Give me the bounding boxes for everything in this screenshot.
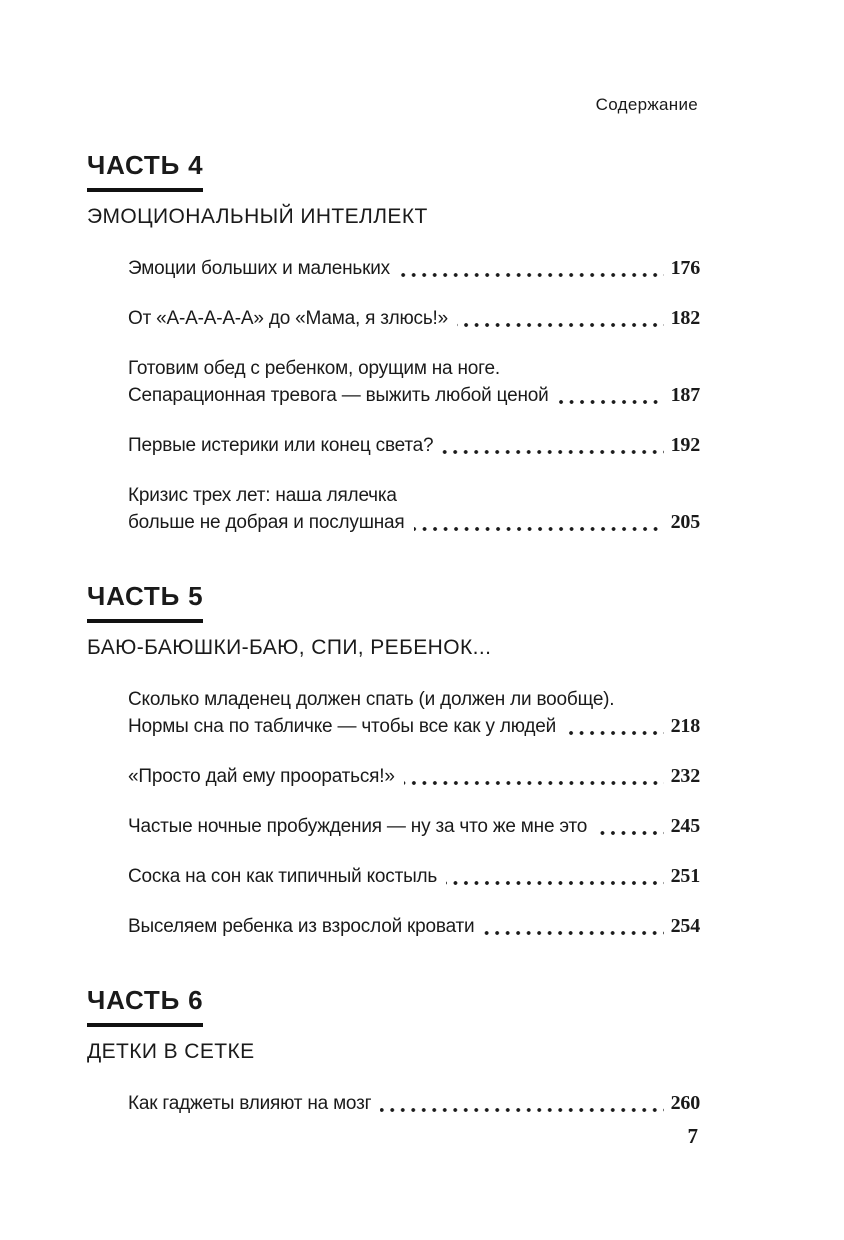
- entry-lastline: [128, 1090, 700, 1117]
- entry-text: Эмоции больших и маленьких: [128, 258, 390, 279]
- dot-leader: [399, 273, 664, 277]
- entry-page-number: 192: [670, 434, 700, 456]
- entry-text: Выселяем ребенка из взрослой кровати: [128, 916, 475, 937]
- page-number: 7: [687, 1124, 698, 1148]
- part-heading: ЧАСТЬ 5: [87, 581, 203, 623]
- entry-text-line: Кризис трех лет: наша лялечка: [128, 485, 397, 506]
- entry-text-line: Сколько младенец должен спать (и должен ли вообще).: [128, 689, 615, 710]
- toc-entry: [128, 1090, 700, 1117]
- toc-entry: [128, 763, 700, 790]
- entry-list: [128, 686, 700, 940]
- entry-page-number: 254: [670, 915, 700, 937]
- entry-page-number: 245: [670, 815, 700, 837]
- entry-lastline: [128, 382, 700, 409]
- entry-page-number: 205: [670, 511, 700, 533]
- toc-section: [87, 985, 700, 1117]
- toc-entry: [128, 686, 700, 740]
- entry-text: Сепарационная тревога — выжить любой ценой: [128, 385, 549, 406]
- part-title: ЭМОЦИОНАЛЬНЫЙ ИНТЕЛЛЕКТ: [87, 205, 428, 228]
- dot-leader: [404, 781, 664, 785]
- entry-page-number: 187: [670, 384, 700, 406]
- dot-leader: [380, 1108, 663, 1112]
- entry-page-number: 251: [670, 865, 700, 887]
- toc-entry: [128, 305, 700, 332]
- dot-leader: [442, 450, 663, 454]
- entry-text: Нормы сна по табличке — чтобы все как у людей: [128, 716, 557, 737]
- entry-text: больше не добрая и послушная: [128, 512, 405, 533]
- entry-lastline: [128, 813, 700, 840]
- toc-content: [87, 150, 700, 1117]
- entry-text: Первые истерики или конец света?: [128, 435, 434, 456]
- dot-leader: [446, 881, 663, 885]
- toc-entry: [128, 482, 700, 536]
- running-header: Содержание: [595, 95, 698, 114]
- entry-page-number: 182: [670, 307, 700, 329]
- entry-lastline: [128, 432, 700, 459]
- entry-page-number: 232: [670, 765, 700, 787]
- toc-entry: [128, 813, 700, 840]
- entry-page-number: 218: [670, 715, 700, 737]
- toc-entry: [128, 255, 700, 282]
- entry-lastline: [128, 509, 700, 536]
- entry-lastline: [128, 863, 700, 890]
- part-title: БАЮ-БАЮШКИ-БАЮ, СПИ, РЕБЕНОК...: [87, 636, 492, 659]
- toc-entry: [128, 863, 700, 890]
- entry-list: [128, 255, 700, 536]
- entry-prelines: [128, 686, 700, 713]
- entry-text: «Просто дай ему проораться!»: [128, 766, 395, 787]
- entry-page-number: 176: [670, 257, 700, 279]
- dot-leader: [483, 931, 663, 935]
- entry-text: От «А-А-А-А-А» до «Мама, я злюсь!»: [128, 308, 448, 329]
- toc-entry: [128, 355, 700, 409]
- entry-prelines: [128, 482, 700, 509]
- entry-prelines: [128, 355, 700, 382]
- toc-section: [87, 581, 700, 940]
- entry-text: Соска на сон как типичный костыль: [128, 866, 438, 887]
- entry-page-number: 260: [670, 1092, 700, 1114]
- toc-entry: [128, 432, 700, 459]
- entry-text: Частые ночные пробуждения — ну за что же мне это: [128, 816, 588, 837]
- dot-leader: [596, 831, 663, 835]
- entry-lastline: [128, 913, 700, 940]
- toc-section: [87, 150, 700, 536]
- dot-leader: [414, 527, 664, 531]
- entry-lastline: [128, 713, 700, 740]
- entry-lastline: [128, 255, 700, 282]
- part-title: ДЕТКИ В СЕТКЕ: [87, 1040, 255, 1063]
- part-heading: ЧАСТЬ 6: [87, 985, 203, 1027]
- dot-leader: [457, 323, 664, 327]
- entry-lastline: [128, 305, 700, 332]
- entry-list: [128, 1090, 700, 1117]
- entry-lastline: [128, 763, 700, 790]
- dot-leader: [558, 400, 664, 404]
- entry-text: Как гаджеты влияют на мозг: [128, 1093, 372, 1114]
- dot-leader: [565, 731, 664, 735]
- toc-entry: [128, 913, 700, 940]
- part-heading: ЧАСТЬ 4: [87, 150, 203, 192]
- entry-text-line: Готовим обед с ребенком, орущим на ноге.: [128, 358, 500, 379]
